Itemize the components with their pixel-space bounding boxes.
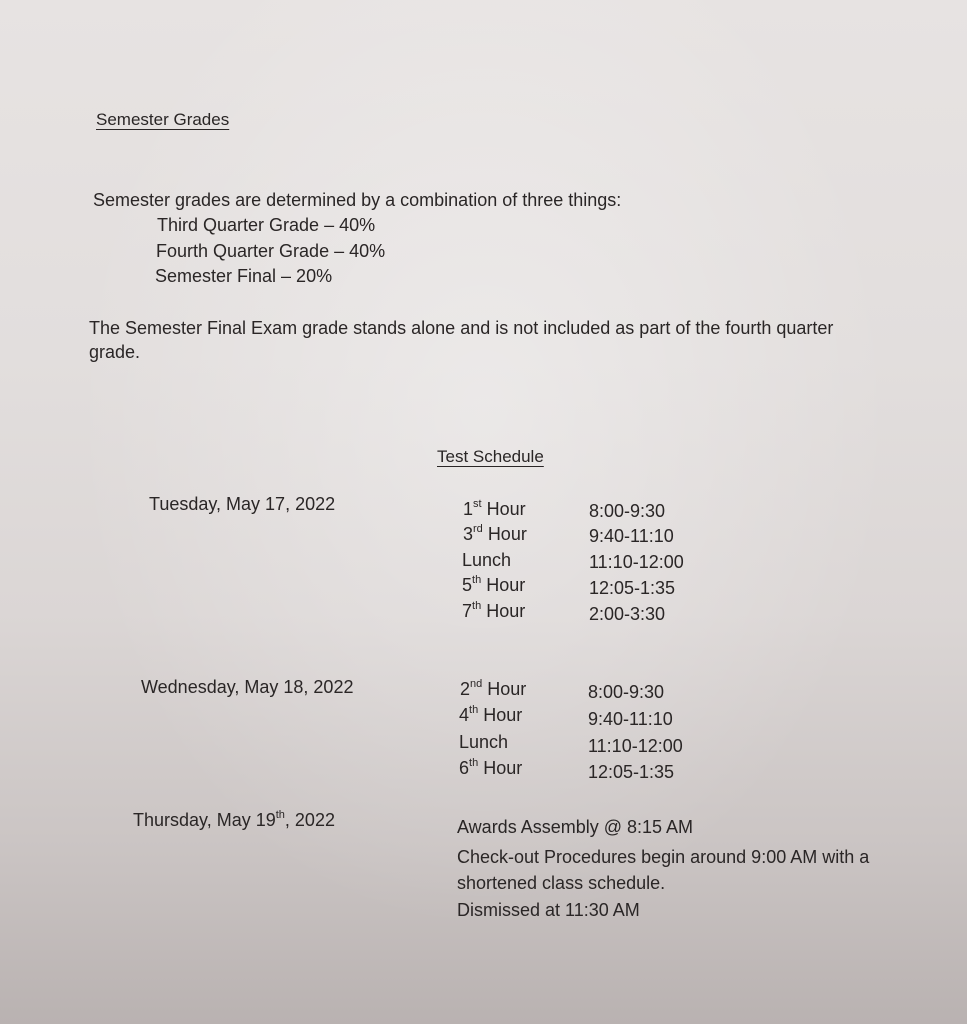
period-suffix: rd [473,523,483,535]
thursday-line-awards: Awards Assembly @ 8:15 AM [457,817,694,837]
grade-component-third-quarter: Third Quarter Grade – 40% [157,215,376,235]
thursday-date [133,809,335,831]
wednesday-date: Wednesday, May 18, 2022 [141,677,354,697]
tuesday-period-3 [463,523,527,545]
tuesday-time-7: 2:00-3:30 [589,604,666,624]
tuesday-time-3: 9:40-11:10 [589,526,674,546]
semester-intro-text: Semester grades are determined by a combination of three things: [93,190,622,210]
period-label: Hour [486,499,526,519]
tuesday-date: Tuesday, May 17, 2022 [149,494,336,514]
period-suffix: st [473,498,482,510]
test-schedule-heading: Test Schedule [437,447,544,466]
final-exam-note: The Semester Final Exam grade stands alone and is not included as part of the fourth quarter grade. [89,318,834,362]
thursday-line-dismissed: Dismissed at 11:30 AM [457,900,640,920]
period-number: 5 [462,575,473,595]
semester-grades-heading: Semester Grades [96,110,230,129]
wednesday-period-4 [459,704,522,726]
period-number: 7 [462,601,473,621]
tuesday-time-5: 12:05-1:35 [589,578,676,598]
tuesday-period-7 [462,600,525,622]
tuesday-period-1 [463,498,526,520]
thursday-date-year: , 2022 [284,810,335,830]
wednesday-time-6: 12:05-1:35 [588,762,675,782]
thursday-date-main: Thursday, May 19 [133,810,276,830]
period-number: 1 [463,499,474,519]
tuesday-lunch: Lunch [462,550,512,570]
wednesday-period-6 [459,757,522,779]
period-number: 2 [460,679,471,699]
wednesday-period-2 [460,678,526,700]
tuesday-time-lunch: 11:10-12:00 [589,552,684,572]
period-label: Hour [486,601,526,621]
grade-component-semester-final: Semester Final – 20% [155,266,333,286]
tuesday-time-1: 8:00-9:30 [589,501,666,521]
tuesday-period-5 [462,574,525,596]
period-suffix: th [469,704,479,716]
period-number: 6 [459,758,470,778]
period-label: Hour [486,575,526,595]
period-label: Hour [487,679,527,699]
period-suffix: th [469,757,479,769]
period-label: Hour [487,524,527,544]
wednesday-time-4: 9:40-11:10 [588,709,673,729]
period-number: 4 [459,705,470,725]
period-suffix: th [472,574,482,586]
thursday-line-checkout: Check-out Procedures begin around 9:00 AM with a [457,847,870,867]
period-label: Hour [483,758,523,778]
grade-component-fourth-quarter: Fourth Quarter Grade – 40% [156,241,386,261]
thursday-date-suffix: th [275,809,285,821]
period-suffix: nd [470,678,483,690]
thursday-line-shortened: shortened class schedule. [457,873,666,893]
period-number: 3 [463,524,474,544]
wednesday-lunch: Lunch [459,732,509,752]
period-suffix: th [472,600,482,612]
wednesday-time-lunch: 11:10-12:00 [588,736,683,756]
period-label: Hour [483,705,523,725]
wednesday-time-2: 8:00-9:30 [588,682,665,702]
